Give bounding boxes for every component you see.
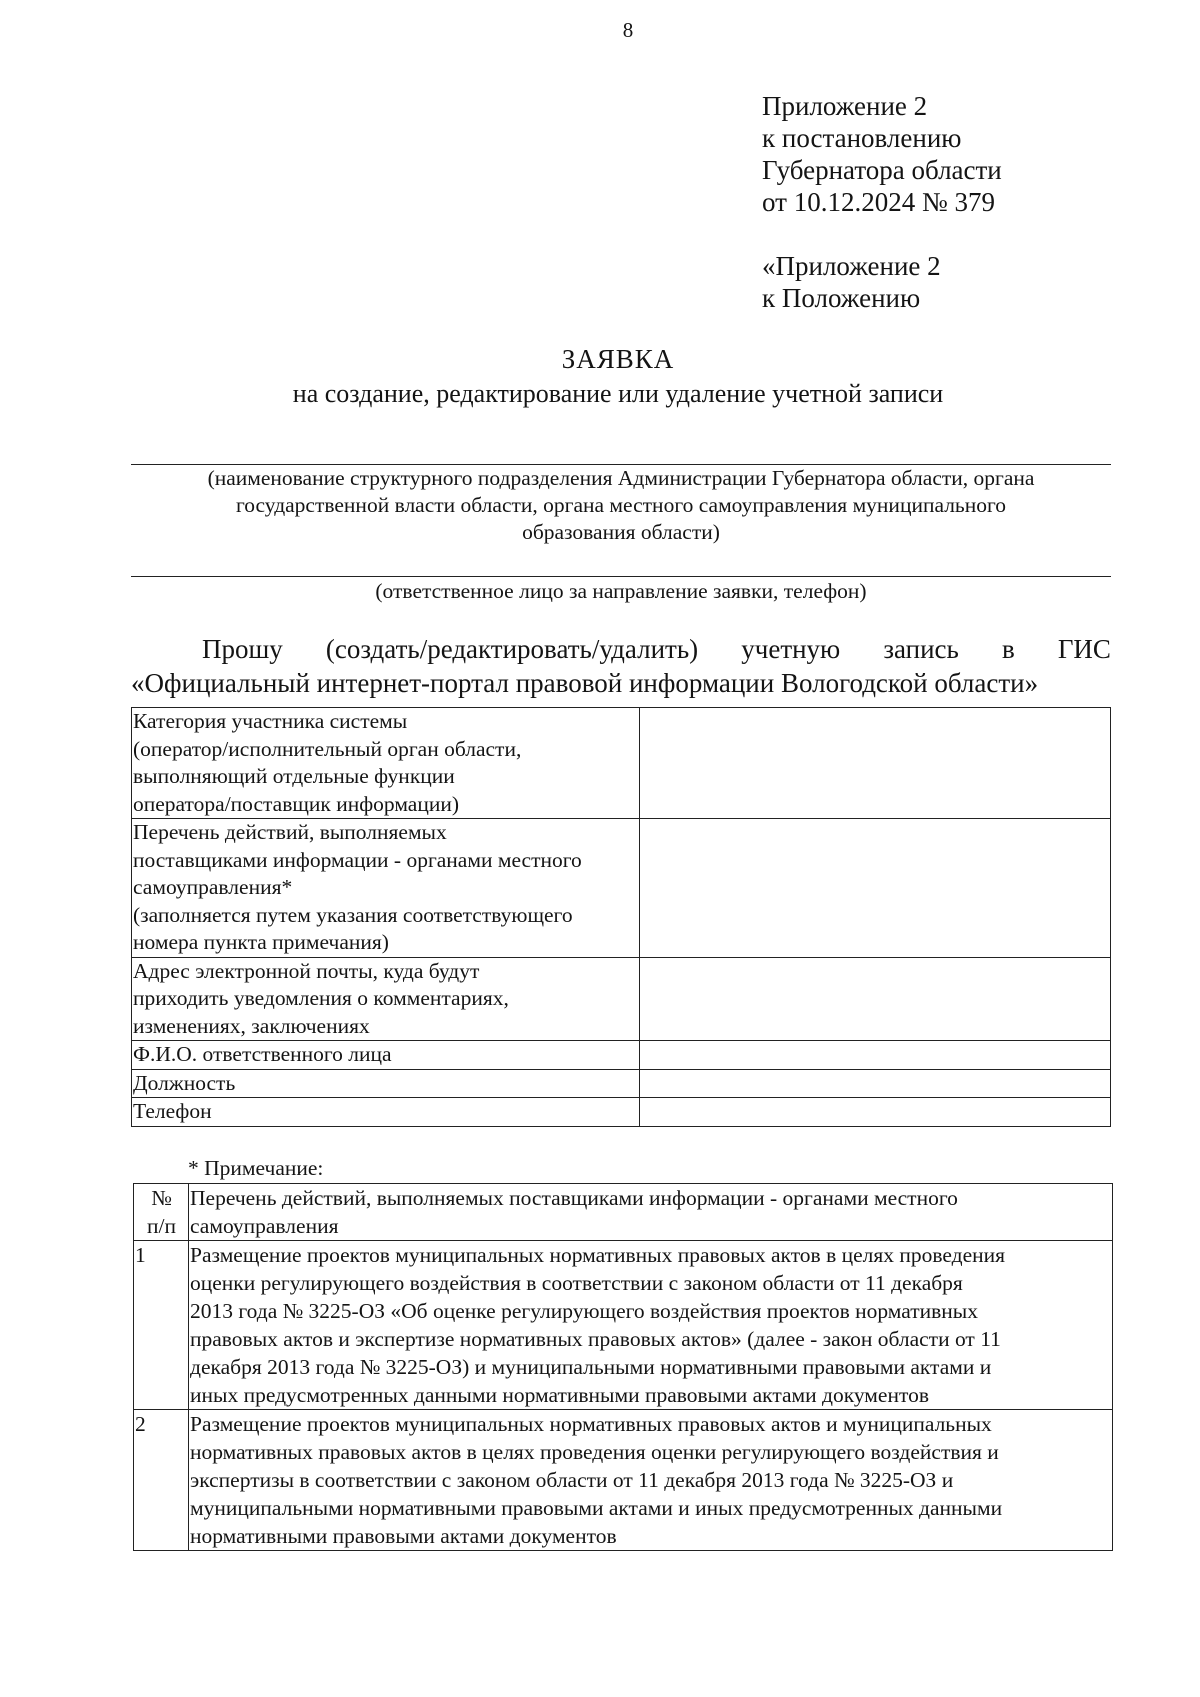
note-row-num: 1	[134, 1241, 189, 1410]
table-row	[132, 1069, 1111, 1098]
request-word: ГИС	[1057, 634, 1111, 664]
table-row	[132, 957, 1111, 1041]
table-row	[134, 1241, 1113, 1410]
document-title: ЗАЯВКА	[561, 344, 675, 374]
request-text-line-2: «Официальный интернет-портал правовой информации Вологодской области»	[131, 668, 1039, 698]
request-word: Прошу	[202, 634, 283, 664]
page-number: 8	[622, 18, 634, 42]
form-label: Должность	[132, 1069, 640, 1098]
form-value-cell[interactable]	[640, 708, 1111, 819]
request-word: в	[1001, 634, 1015, 664]
form-value-cell[interactable]	[640, 957, 1111, 1041]
table-row	[132, 708, 1111, 819]
table-row	[132, 1041, 1111, 1070]
annex-header-line: от 10.12.2024 № 379	[762, 187, 995, 217]
note-label: * Примечание:	[188, 1156, 324, 1180]
request-text-line-1	[202, 634, 1111, 665]
form-value-cell[interactable]	[640, 819, 1111, 958]
annex-header-line: Губернатора области	[762, 155, 1002, 185]
note-table	[133, 1183, 1113, 1551]
responsible-fill-line	[131, 576, 1111, 577]
table-header-row	[134, 1184, 1113, 1241]
form-value-cell[interactable]	[640, 1069, 1111, 1098]
form-value-cell[interactable]	[640, 1098, 1111, 1127]
annex-header-line: к постановлению	[762, 123, 962, 153]
form-table	[131, 707, 1111, 1127]
form-label: Телефон	[132, 1098, 640, 1127]
table-row	[134, 1410, 1113, 1551]
form-label: Адрес электронной почты, куда будут приходить уведомления о комментариях, изменениях, заключениях	[132, 957, 640, 1041]
note-row-text: Размещение проектов муниципальных нормативных правовых актов и муниципальных нормативных правовых актов в целях проведения оценки регулирующего воздействия и экспертизы в соответствии с законом области от 11 декабря 2013 года № 3225-ОЗ и муниципальными нормативными правовыми актами и иных предусмотренных данными нормативными правовыми актами документов	[189, 1410, 1113, 1551]
form-label: Категория участника системы (оператор/исполнительный орган области, выполняющий отдельные функции оператора/поставщик информации)	[132, 708, 640, 819]
form-value-cell[interactable]	[640, 1041, 1111, 1070]
form-label: Ф.И.О. ответственного лица	[132, 1041, 640, 1070]
annex-sub-header	[762, 250, 941, 314]
responsible-caption: (ответственное лицо за направление заявки, телефон)	[375, 579, 867, 603]
form-label: Перечень действий, выполняемых поставщиками информации - органами местного самоуправления* (заполняется путем указания соответствующего номера пункта примечания)	[132, 819, 640, 958]
note-header-text: Перечень действий, выполняемых поставщиками информации - органами местного самоуправления	[189, 1184, 1113, 1241]
document-subtitle: на создание, редактирование или удаление учетной записи	[292, 379, 944, 408]
note-row-num: 2	[134, 1410, 189, 1551]
annex-header-line: Приложение 2	[762, 91, 928, 121]
request-word: учетную	[741, 634, 841, 664]
request-word: запись	[883, 634, 959, 664]
org-caption: (наименование структурного подразделения Администрации Губернатора области, органа государственной власти области, органа местного самоуправления муниципального образования области)	[207, 466, 1035, 544]
note-row-text: Размещение проектов муниципальных нормативных правовых актов в целях проведения оценки регулирующего воздействия в соответствии с законом области от 11 декабря 2013 года № 3225-ОЗ «Об оценке регулирующего воздействия проектов нормативных правовых актов и экспертизе нормативных правовых актов» (далее - закон области от 11 декабря 2013 года № 3225-ОЗ) и муниципальными нормативными правовыми актами и иных предусмотренных данными нормативными правовыми актами документов	[189, 1241, 1113, 1410]
annex-sub-header-line: «Приложение 2	[762, 251, 941, 281]
annex-sub-header-line: к Положению	[762, 283, 921, 313]
annex-header	[762, 90, 1002, 218]
note-header-num: № п/п	[134, 1184, 189, 1241]
table-row	[132, 819, 1111, 958]
table-row	[132, 1098, 1111, 1127]
request-word: (создать/редактировать/удалить)	[325, 634, 699, 664]
